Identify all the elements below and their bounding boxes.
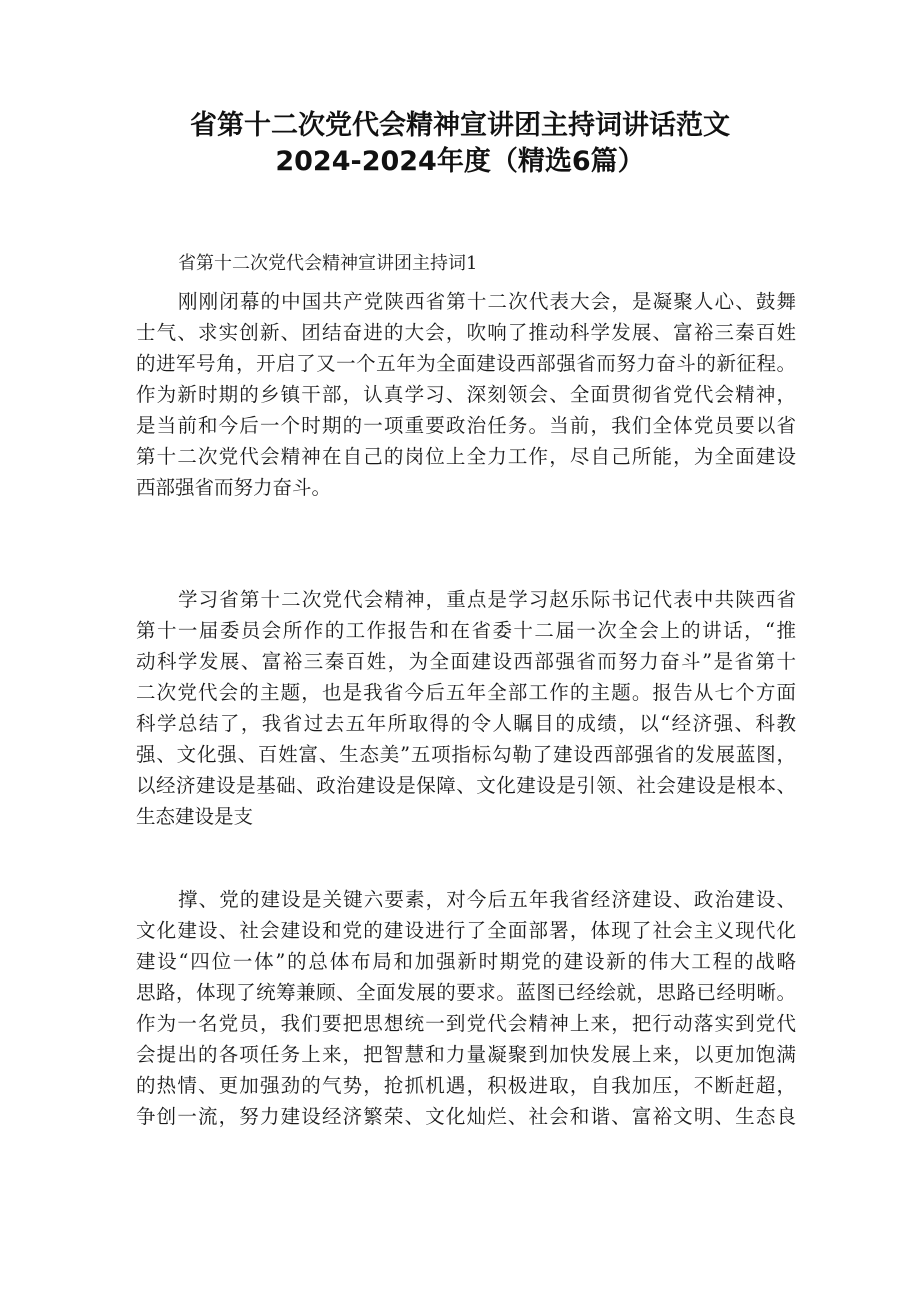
paragraph-line: 第十一届委员会所作的工作报告和在省委十二届一次全会上的讲话，“推 xyxy=(136,619,796,642)
paragraph-line: 生态建设是支 xyxy=(136,805,254,828)
paragraph-1 xyxy=(136,286,796,503)
section-heading: 省第十二次党代会精神宣讲团主持词1 xyxy=(178,253,478,274)
paragraph-line: 争创一流，努力建设经济繁荣、文化灿烂、社会和谐、富裕文明、生态良 xyxy=(136,1105,796,1128)
paragraph-line: 文化建设、社会建设和党的建设进行了全面部署，体现了社会主义现代化 xyxy=(136,919,796,942)
paragraph-line: 学习省第十二次党代会精神，重点是学习赵乐际书记代表中共陕西省 xyxy=(178,588,796,611)
paragraph-line: 刚刚闭幕的中国共产党陕西省第十二次代表大会，是凝聚人心、鼓舞 xyxy=(178,290,796,313)
paragraph-line: 科学总结了，我省过去五年所取得的令人瞩目的成绩，以“经济强、科教 xyxy=(136,712,796,735)
paragraph-line: 作为新时期的乡镇干部，认真学习、深刻领会、全面贯彻省党代会精神， xyxy=(136,383,796,406)
document-title: 省第十二次党代会精神宣讲团主持词讲话范文 xyxy=(190,110,730,141)
paragraph-line: 动科学发展、富裕三秦百姓，为全面建设西部强省而努力奋斗”是省第十 xyxy=(136,650,796,673)
paragraph-line: 士气、求实创新、团结奋进的大会，吹响了推动科学发展、富裕三秦百姓 xyxy=(136,321,796,344)
paragraph-line: 西部强省而努力奋斗。 xyxy=(136,476,332,499)
paragraph-line: 二次党代会的主题，也是我省今后五年全部工作的主题。报告从七个方面 xyxy=(136,681,796,704)
paragraph-line: 作为一名党员，我们要把思想统一到党代会精神上来，把行动落实到党代 xyxy=(136,1012,796,1035)
paragraph-line: 是当前和今后一个时期的一项重要政治任务。当前，我们全体党员要以省 xyxy=(136,414,796,437)
paragraph-line: 的热情、更加强劲的气势，抢抓机遇，积极进取，自我加压，不断赶超， xyxy=(136,1074,796,1097)
document-title-year: 2024-2024年度（精选6篇） xyxy=(275,146,645,177)
paragraph-2 xyxy=(136,584,796,832)
paragraph-line: 思路，体现了统筹兼顾、全面发展的要求。蓝图已经绘就，思路已经明晰。 xyxy=(136,981,796,1004)
paragraph-line: 以经济建设是基础、政治建设是保障、文化建设是引领、社会建设是根本、 xyxy=(136,774,796,797)
paragraph-3 xyxy=(136,884,796,1132)
paragraph-line: 的进军号角，开启了又一个五年为全面建设西部强省而努力奋斗的新征程。 xyxy=(136,352,796,375)
paragraph-line: 建设“四位一体”的总体布局和加强新时期党的建设新的伟大工程的战略 xyxy=(136,950,796,973)
paragraph-line: 撑、党的建设是关键六要素，对今后五年我省经济建设、政治建设、 xyxy=(178,888,796,911)
paragraph-line: 会提出的各项任务上来，把智慧和力量凝聚到加快发展上来，以更加饱满 xyxy=(136,1043,796,1066)
paragraph-line: 强、文化强、百姓富、生态美”五项指标勾勒了建设西部强省的发展蓝图， xyxy=(136,743,796,766)
paragraph-line: 第十二次党代会精神在自己的岗位上全力工作，尽自己所能，为全面建设 xyxy=(136,445,796,468)
